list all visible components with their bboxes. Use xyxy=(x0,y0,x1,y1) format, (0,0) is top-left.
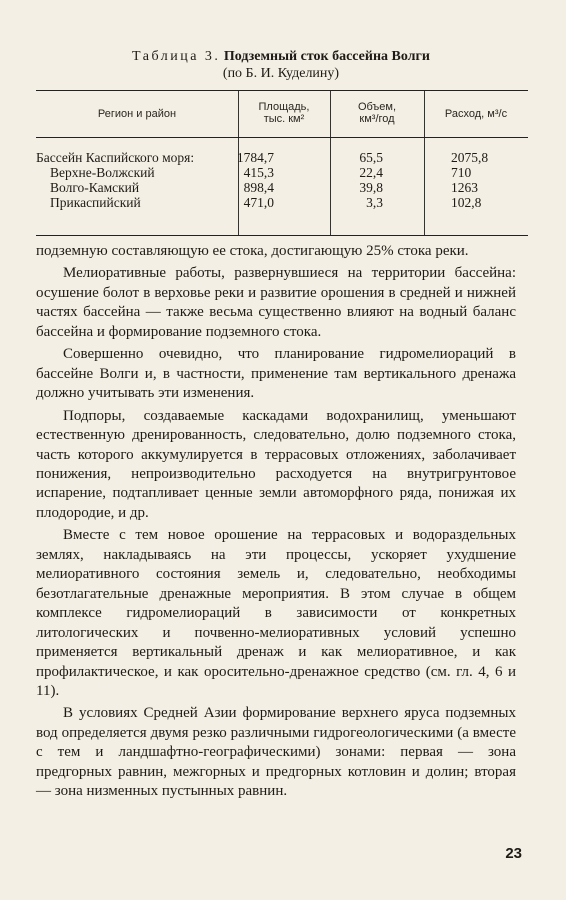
header-rate: Расход, м³/с xyxy=(444,108,508,120)
cell-volume: 65,5 xyxy=(359,150,383,165)
header-region: Регион и район xyxy=(97,108,177,120)
header-volume-line1: Объем, xyxy=(357,101,397,113)
table-header-rule xyxy=(36,137,528,138)
paragraph: Вместе с тем новое орошение на террасовых и водораздельных землях, накладываясь на эти процессы, ускоряет ухудшение мелиоративного состояния земель и, следовательно, необходимы безотлагательные дренажные мероприятия. В этом случае в общем комплексе гидромелиораций в зависимости от конкретных литологических и почвенно-мелиоративных условий успешно применяется вертикальный дренаж и как мелиоративное, и как профилактическое, и как оросительно-дренажное средство (см. гл. 4, 6 и 11). xyxy=(36,527,516,699)
cell-rate: 710 xyxy=(451,165,472,180)
cell-volume: 3,3 xyxy=(366,195,383,210)
table-row xyxy=(36,195,528,210)
table-row xyxy=(36,165,528,180)
header-area-line1: Площадь, xyxy=(258,101,310,113)
table-caption-line xyxy=(36,48,526,65)
cell-rate: 1263 xyxy=(451,180,478,195)
cell-volume: 39,8 xyxy=(359,180,383,195)
paragraph: Совершенно очевидно, что планирование гидромелиораций в бассейне Волги и, в частности, применение там вертикального дренажа должно учитывать эти изменения. xyxy=(36,346,516,402)
table-title: Подземный сток бассейна Волги xyxy=(223,49,430,64)
table-source: (по Б. И. Куделину) xyxy=(222,66,340,81)
page-number: 23 xyxy=(505,845,522,862)
paragraph: подземную составляющую ее стока, достигающую 25% стока реки. xyxy=(36,243,469,259)
cell-region: Прикаспийский xyxy=(50,195,141,210)
header-volume xyxy=(330,101,424,125)
table-top-rule xyxy=(36,90,528,91)
header-area-line2: тыс. км² xyxy=(263,113,305,125)
paragraph: Мелиоративные работы, развернувшиеся на территории бассейна: осушение болот в верховье реки и развитие орошения в средней и нижней частях бассейна — также весьма существенно влияют на водный баланс бассейна и формирование подземного стока. xyxy=(36,265,516,340)
table-bottom-rule xyxy=(36,235,528,236)
paragraph: В условиях Средней Азии формирование верхнего яруса подземных вод определяется двумя резко различными гидрогеологическими (а вместе с тем и ландшафтно-географическими) зонами: первая — зона предгорных равнин, межгорных и предгорных котловин и долин; вторая — зона низменных пустынных равнин. xyxy=(36,705,516,800)
table-row xyxy=(36,150,528,165)
cell-area: 471,0 xyxy=(243,195,274,210)
body-text xyxy=(36,242,516,802)
cell-area: 898,4 xyxy=(243,180,274,195)
cell-region: Бассейн Каспийского моря: xyxy=(36,150,195,165)
header-volume-line2: км³/год xyxy=(359,113,395,125)
table-number: Таблица 3. xyxy=(132,49,221,64)
header-area xyxy=(238,101,330,125)
cell-region: Верхне-Волжский xyxy=(50,165,155,180)
cell-volume: 22,4 xyxy=(359,165,383,180)
cell-region: Волго-Камский xyxy=(50,180,140,195)
table-caption xyxy=(36,48,526,82)
paragraph: Подпоры, создаваемые каскадами водохранилищ, уменьшают естественную дренированность, следовательно, долю подземного стока, часть которого аккумулируется в террасовых отложениях, заболачивает понижения, непроизводительно расходуется на внутригрунтовое испарение, подтапливает ценные земли автоморфного ряда, понижая их плодородие, и др. xyxy=(36,407,516,521)
cell-rate: 2075,8 xyxy=(451,150,489,165)
cell-area: 415,3 xyxy=(243,165,274,180)
table-row xyxy=(36,180,528,195)
cell-area: 1784,7 xyxy=(236,150,274,165)
cell-rate: 102,8 xyxy=(451,195,482,210)
